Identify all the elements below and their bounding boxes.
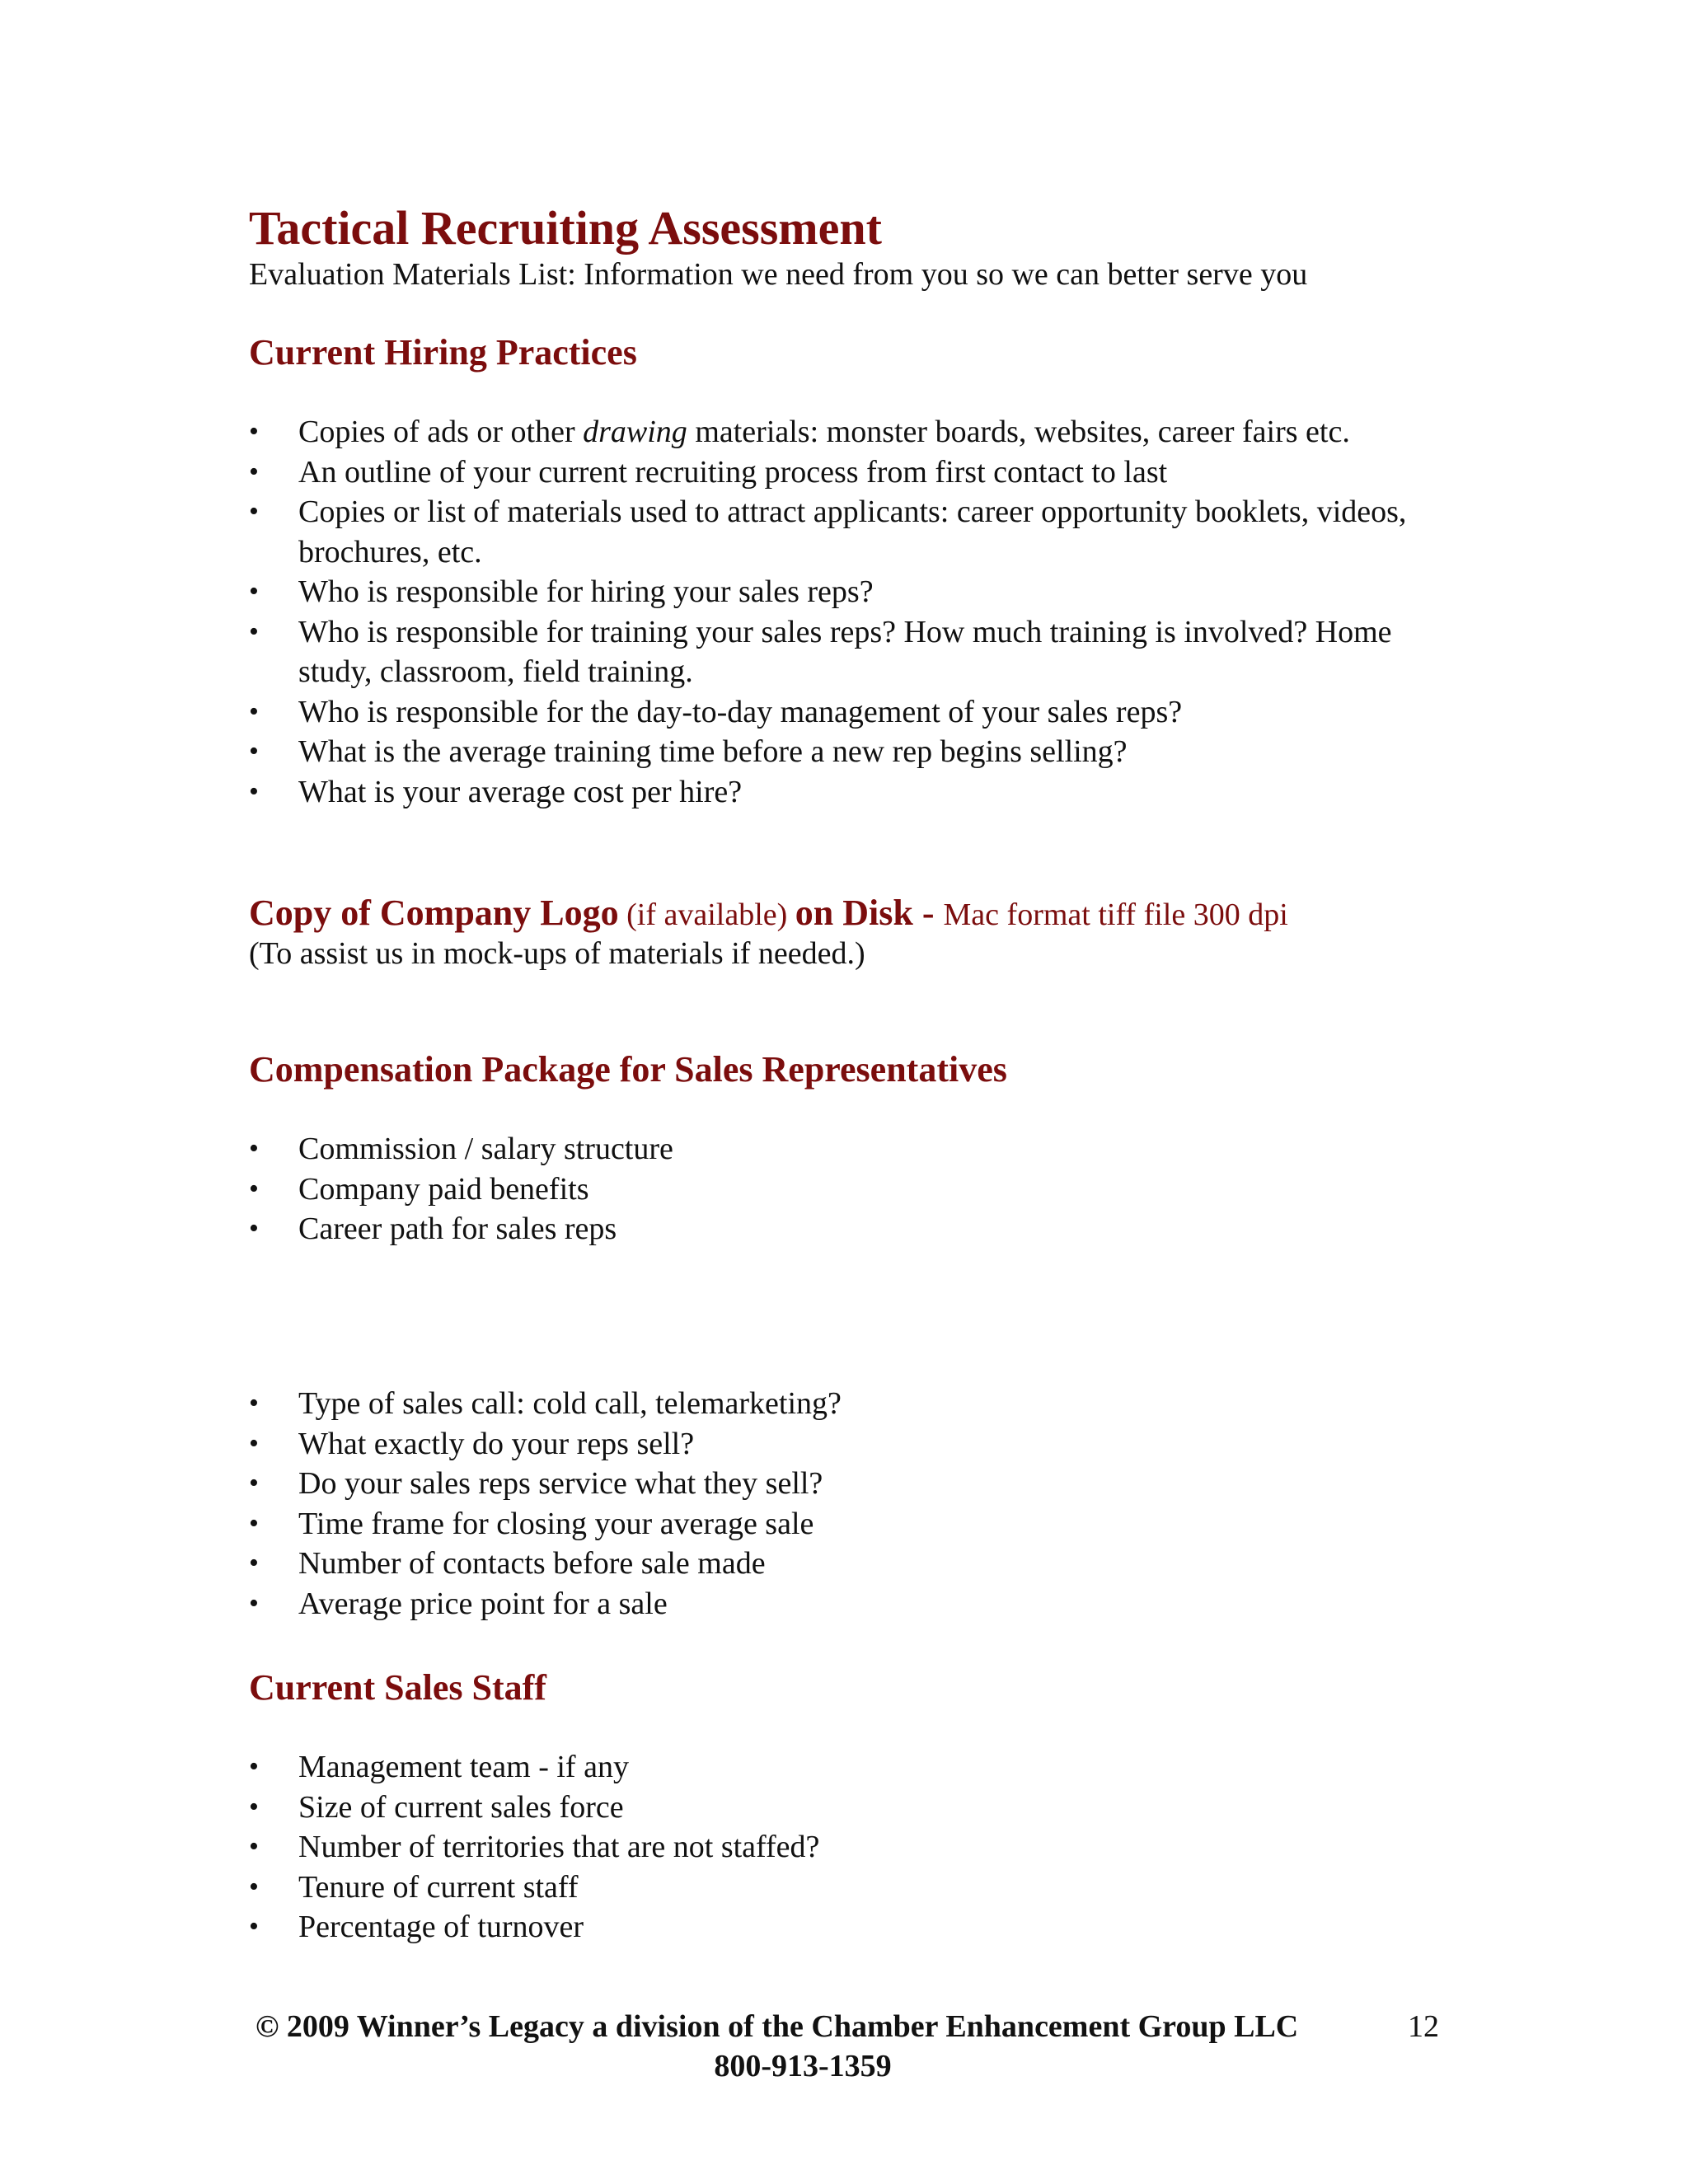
hiring-list <box>249 412 1452 812</box>
bullet-icon: • <box>249 776 259 807</box>
list-item: • Do your sales reps service what they sell? <box>249 1464 1452 1504</box>
list-item: • Company paid benefits <box>249 1169 1452 1210</box>
logo-request-availability: (if available) <box>618 898 795 932</box>
footer-copyright: © 2009 Winner’s Legacy a division of the Chamber Enhancement Group LLC <box>256 2009 1299 2044</box>
compensation-list <box>249 1129 1452 1249</box>
list-item: • What is your average cost per hire? <box>249 772 1452 813</box>
list-item: • Commission / salary structure <box>249 1129 1452 1169</box>
document-title: Tactical Recruiting Assessment <box>249 201 882 255</box>
list-item: • Average price point for a sale <box>249 1584 1452 1624</box>
logo-request-disk: on Disk - <box>795 893 944 933</box>
logo-request-title: Copy of Company Logo <box>249 893 619 933</box>
list-item: • An outline of your current recruiting process from first contact to last <box>249 452 1452 493</box>
list-item: • Type of sales call: cold call, telemarketing? <box>249 1384 1452 1424</box>
bullet-icon: • <box>249 496 259 527</box>
bullet-icon: • <box>249 1173 259 1204</box>
list-item: • Number of territories that are not staffed? <box>249 1827 1452 1868</box>
list-item: • Copies of ads or other drawing materials: monster boards, websites, career fairs etc. <box>249 412 1452 452</box>
list-item: • Who is responsible for training your sales reps? How much training is involved? Home study, classroom, field training. <box>249 612 1452 692</box>
logo-request-note: (To assist us in mock-ups of materials if needed.) <box>249 936 865 971</box>
footer-phone: 800-913-1359 <box>714 2049 892 2083</box>
sales-call-list <box>249 1384 1452 1624</box>
bullet-icon: • <box>249 456 259 487</box>
bullet-icon: • <box>249 1831 259 1862</box>
bullet-icon: • <box>249 1587 259 1619</box>
list-item: • Copies or list of materials used to attract applicants: career opportunity booklets, videos, brochures, etc. <box>249 492 1452 572</box>
list-item: • Career path for sales reps <box>249 1209 1452 1249</box>
bullet-icon: • <box>249 1213 259 1244</box>
list-item: • Who is responsible for the day-to-day management of your sales reps? <box>249 692 1452 733</box>
bullet-icon: • <box>249 1468 259 1498</box>
section-heading-compensation: Compensation Package for Sales Representatives <box>249 1049 1007 1090</box>
bullet-icon: • <box>249 1427 259 1459</box>
list-item: • Who is responsible for hiring your sales reps? <box>249 572 1452 612</box>
bullet-icon: • <box>249 1871 259 1902</box>
list-item: • What exactly do your reps sell? <box>249 1424 1452 1465</box>
document-subtitle: Evaluation Materials List: Information we need from you so we can better serve you <box>249 257 1308 292</box>
bullet-icon: • <box>249 1548 259 1578</box>
list-item: • Management team - if any <box>249 1747 1452 1788</box>
bullet-icon: • <box>249 1133 259 1164</box>
list-item: • Size of current sales force <box>249 1788 1452 1828</box>
list-item: • Percentage of turnover <box>249 1907 1452 1947</box>
list-item: • Number of contacts before sale made <box>249 1544 1452 1584</box>
bullet-icon: • <box>249 1911 259 1942</box>
bullet-icon: • <box>249 696 259 727</box>
bullet-icon: • <box>249 576 259 607</box>
bullet-icon: • <box>249 416 259 447</box>
staff-list <box>249 1747 1452 1947</box>
bullet-icon: • <box>249 736 259 766</box>
logo-request-format: Mac format tiff file 300 dpi <box>943 898 1288 932</box>
page-number: 12 <box>1408 2009 1439 2044</box>
bullet-icon: • <box>249 1791 259 1822</box>
bullet-icon: • <box>249 1751 259 1782</box>
bullet-icon: • <box>249 1388 259 1418</box>
bullet-icon: • <box>249 1507 259 1539</box>
section-heading-hiring: Current Hiring Practices <box>249 332 637 373</box>
section-heading-staff: Current Sales Staff <box>249 1667 546 1708</box>
bullet-icon: • <box>249 616 259 647</box>
list-item: • What is the average training time before a new rep begins selling? <box>249 732 1452 772</box>
list-item: • Time frame for closing your average sale <box>249 1504 1452 1544</box>
list-item: • Tenure of current staff <box>249 1868 1452 1908</box>
